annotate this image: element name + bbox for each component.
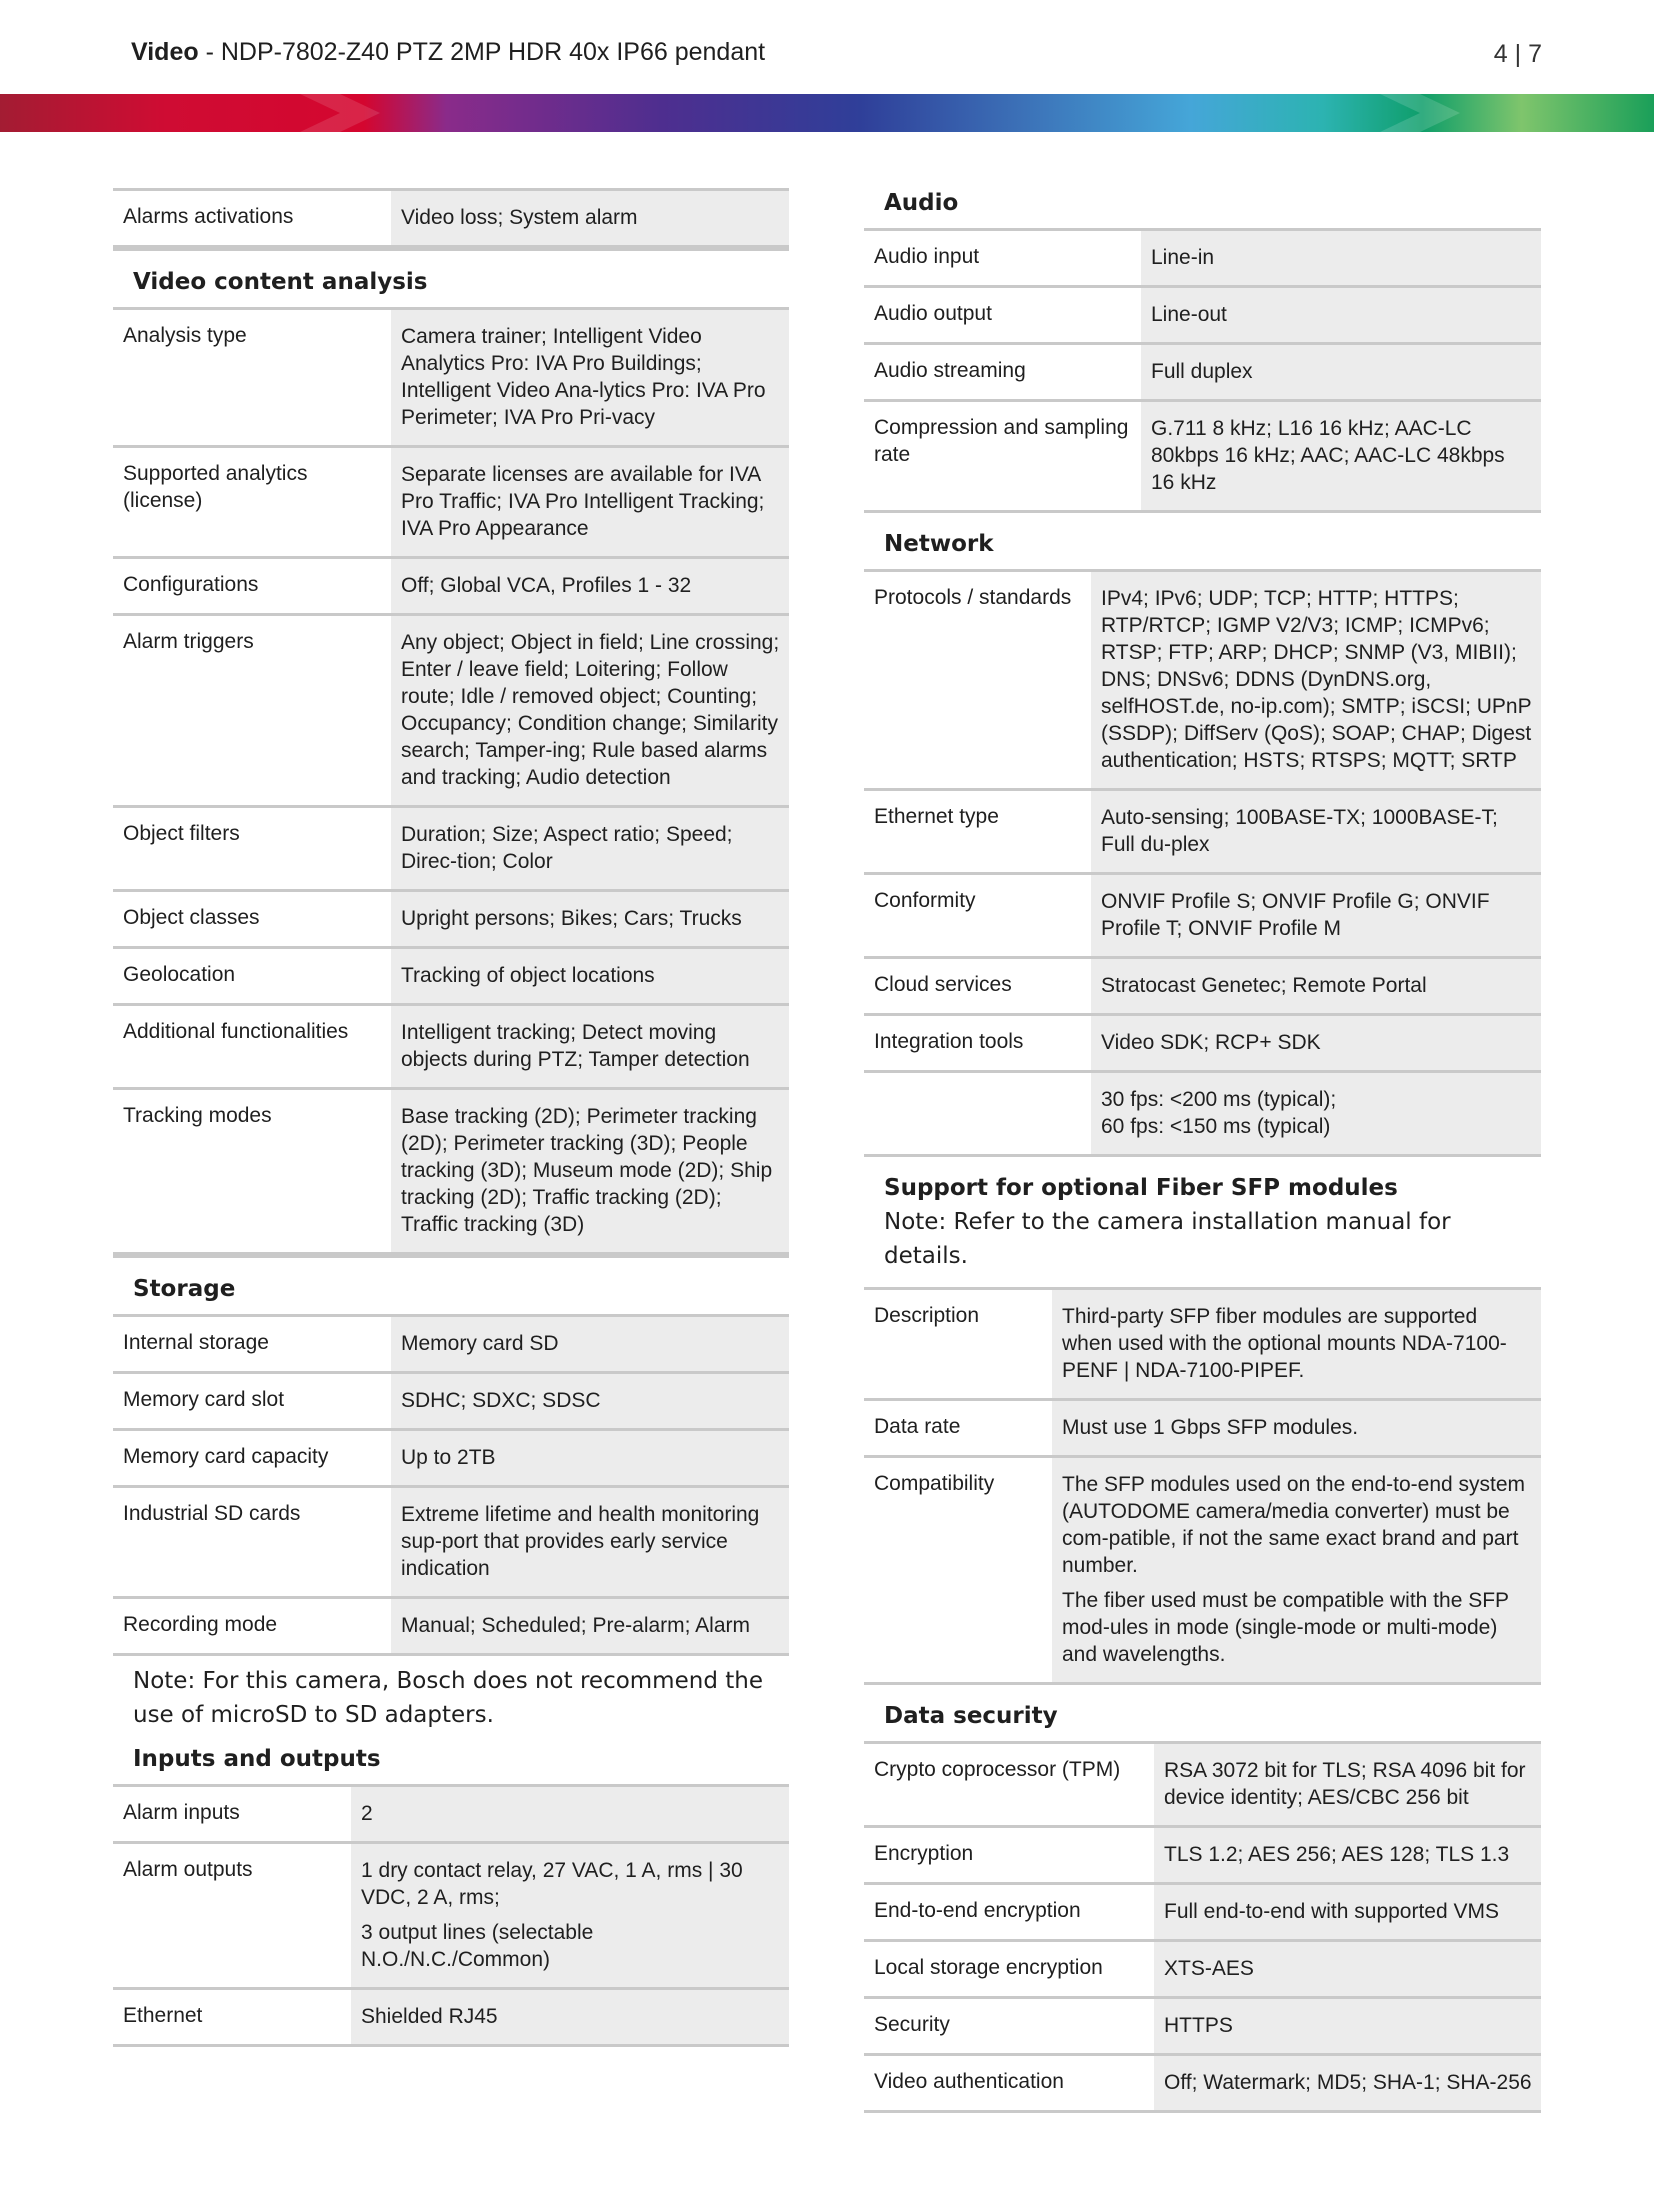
table-row (864, 1882, 1541, 1939)
security-table (864, 1741, 1541, 2113)
row-label: Recording mode (123, 1613, 278, 1636)
table-row (113, 1371, 789, 1428)
row-value: Video SDK; RCP+ SDK (1091, 1016, 1541, 1070)
row-value: SDHC; SDXC; SDSC (391, 1374, 789, 1428)
left-column (113, 188, 789, 2047)
table-row (113, 1314, 789, 1371)
vca-table (113, 307, 789, 1255)
row-label: Integration tools (874, 1030, 1024, 1053)
row-label: Description (874, 1304, 980, 1327)
row-value (351, 1844, 789, 1987)
row-value: Up to 2TB (391, 1431, 789, 1485)
row-value: RSA 3072 bit for TLS; RSA 4096 bit for device identity; AES/CBC 256 bit (1154, 1744, 1541, 1825)
page-number: 4 | 7 (1493, 40, 1542, 68)
row-value: 2 (351, 1787, 789, 1841)
table-row (864, 956, 1541, 1013)
value-line: 1 dry contact relay, 27 VAC, 1 A, rms | 30 VDC, 2 A, rms; (361, 1859, 743, 1909)
row-value: XTS-AES (1154, 1942, 1541, 1996)
table-row (864, 1741, 1541, 1825)
table-row (113, 889, 789, 946)
row-label: Audio input (874, 245, 980, 268)
row-value: Base tracking (2D); Perimeter tracking (2D); Perimeter tracking (3D); People tracking (3D); Museum mode (2D); Ship tracking (2D); Traffic tracking (2D); Traffic tracking (3D) (391, 1090, 789, 1252)
row-value: Any object; Object in field; Line crossing; Enter / leave field; Loitering; Follow route; Idle / removed object; Counting; Occupancy; Condition change; Similarity search; Tamper-ing; Rule based alarms and tracking; Audio detection (391, 616, 789, 805)
value-line: 3 output lines (selectable N.O./N.C./Common) (361, 1921, 594, 1971)
row-label: Industrial SD cards (123, 1502, 301, 1525)
row-label: Analysis type (123, 324, 247, 347)
audio-table (864, 228, 1541, 513)
row-value: Off; Global VCA, Profiles 1 - 32 (391, 559, 789, 613)
section-title-storage: Storage (113, 1255, 789, 1314)
table-row (113, 1485, 789, 1596)
table-row (113, 1087, 789, 1255)
row-value: Shielded RJ45 (351, 1990, 789, 2044)
table-row (864, 1070, 1541, 1157)
row-value: Auto-sensing; 100BASE-TX; 1000BASE-T; Full du-plex (1091, 791, 1541, 872)
storage-note: Note: For this camera, Bosch does not recommend the use of microSD to SD adapters. (133, 1668, 763, 1728)
table-row (864, 569, 1541, 788)
row-value: ONVIF Profile S; ONVIF Profile G; ONVIF Profile T; ONVIF Profile M (1091, 875, 1541, 956)
row-label: Alarms activations (123, 205, 294, 228)
section-title-data-security: Data security (884, 1703, 1058, 1729)
row-value: Memory card SD (391, 1317, 789, 1371)
row-value: Stratocast Genetec; Remote Portal (1091, 959, 1541, 1013)
row-value: Separate licenses are available for IVA Pro Traffic; IVA Pro Intelligent Tracking; IVA Pro Appearance (391, 448, 789, 556)
row-label: Memory card capacity (123, 1445, 329, 1468)
table-row (113, 307, 789, 445)
row-value: Full duplex (1141, 345, 1541, 399)
row-label: Alarm outputs (123, 1858, 253, 1881)
row-label: Cloud services (874, 973, 1012, 996)
table-row (864, 1398, 1541, 1455)
row-value: Line-in (1141, 231, 1541, 285)
table-row (864, 1825, 1541, 1882)
row-value: Extreme lifetime and health monitoring sup-port that provides early service indication (391, 1488, 789, 1596)
section-title-network: Network (884, 531, 994, 557)
row-label: Conformity (874, 889, 976, 912)
row-value: Duration; Size; Aspect ratio; Speed; Direc-tion; Color (391, 808, 789, 889)
table-row (113, 188, 789, 248)
table-row (113, 445, 789, 556)
table-row (113, 556, 789, 613)
table-row (113, 1428, 789, 1485)
table-row (113, 946, 789, 1003)
row-value: G.711 8 kHz; L16 16 kHz; AAC-LC 80kbps 16 kHz; AAC; AAC-LC 48kbps 16 kHz (1141, 402, 1541, 510)
row-value: Must use 1 Gbps SFP modules. (1052, 1401, 1541, 1455)
row-label: End-to-end encryption (874, 1899, 1081, 1922)
row-label: Video authentication (874, 2070, 1064, 2093)
table-row (864, 342, 1541, 399)
row-label: Compression and sampling rate (874, 416, 1129, 466)
table-row (113, 613, 789, 805)
row-label: Object filters (123, 822, 240, 845)
row-value (1052, 1458, 1541, 1682)
row-label: Protocols / standards (874, 586, 1072, 609)
table-row (864, 788, 1541, 872)
table-row (864, 1455, 1541, 1685)
row-label: Local storage encryption (874, 1956, 1103, 1979)
section-title-inputs-outputs: Inputs and outputs (133, 1746, 381, 1772)
row-label: Alarm inputs (123, 1801, 240, 1824)
row-value: Third-party SFP fiber modules are supported when used with the optional mounts NDA-7100-PENF | NDA-7100-PIPEF. (1052, 1290, 1541, 1398)
table-row (864, 1939, 1541, 1996)
storage-table (113, 1314, 789, 1656)
row-label: Memory card slot (123, 1388, 285, 1411)
table-row (864, 228, 1541, 285)
section-title-sfp: Support for optional Fiber SFP modules (884, 1175, 1398, 1201)
table-row (113, 1987, 789, 2047)
row-label: Audio streaming (874, 359, 1026, 382)
row-label (864, 1073, 1091, 1154)
section-title-video-content-analysis: Video content analysis (113, 248, 789, 307)
row-label: Supported analytics (license) (123, 462, 308, 512)
row-value: TLS 1.2; AES 256; AES 128; TLS 1.3 (1154, 1828, 1541, 1882)
row-label: Crypto coprocessor (TPM) (874, 1758, 1121, 1781)
row-value: Full end-to-end with supported VMS (1154, 1885, 1541, 1939)
row-label: Data rate (874, 1415, 961, 1438)
alarms-table (113, 188, 789, 248)
value-line: The fiber used must be compatible with the SFP mod-ules in mode (single-mode or multi-mode) and wavelengths. (1062, 1589, 1509, 1666)
table-row (864, 1996, 1541, 2053)
row-value: Manual; Scheduled; Pre-alarm; Alarm (391, 1599, 789, 1653)
table-row (113, 1841, 789, 1987)
value-line: 30 fps: <200 ms (typical); (1101, 1088, 1337, 1111)
row-label: Ethernet type (874, 805, 999, 828)
row-label: Audio output (874, 302, 992, 325)
header-title: - NDP-7802-Z40 PTZ 2MP HDR 40x IP66 pendant (198, 38, 766, 66)
table-row (864, 399, 1541, 513)
row-value: Off; Watermark; MD5; SHA-1; SHA-256 (1154, 2056, 1541, 2110)
header-category: Video (131, 38, 199, 66)
table-row (864, 1013, 1541, 1070)
row-value: Line-out (1141, 288, 1541, 342)
row-label: Object classes (123, 906, 260, 929)
table-row (864, 1287, 1541, 1398)
section-title-audio: Audio (884, 190, 959, 216)
table-row (864, 872, 1541, 956)
row-label: Configurations (123, 573, 259, 596)
sfp-subtitle: Note: Refer to the camera installation manual for details. (884, 1209, 1451, 1269)
network-table (864, 569, 1541, 1157)
row-label: Security (874, 2013, 950, 2036)
row-value: IPv4; IPv6; UDP; TCP; HTTP; HTTPS; RTP/RTCP; IGMP V2/V3; ICMP; ICMPv6; RTSP; FTP; ARP; DHCP; SNMP (V3, MIBII); DNS; DNSv6; DDNS (DynDNS.org, selfHOST.de, no-ip.com); SMTP; iSCSI; UPnP (SSDP); DiffServ (QoS); SOAP; CHAP; Digest authentication; HSTS; RTSPS; MQTT; SRTP (1091, 572, 1541, 788)
row-label: Alarm triggers (123, 630, 254, 653)
row-value: Camera trainer; Intelligent Video Analytics Pro: IVA Pro Buildings; Intelligent Video Ana-lytics Pro: IVA Pro Perimeter; IVA Pro Pri-vacy (391, 310, 789, 445)
row-label: Ethernet (123, 2004, 203, 2027)
table-row (113, 1596, 789, 1656)
row-label: Geolocation (123, 963, 236, 986)
table-row (864, 2053, 1541, 2113)
row-label: Additional functionalities (123, 1020, 349, 1043)
row-label: Tracking modes (123, 1104, 272, 1127)
sfp-table (864, 1287, 1541, 1685)
value-line: The SFP modules used on the end-to-end system (AUTODOME camera/media converter) must be com-patible, if not the same exact brand and part number. (1062, 1473, 1526, 1577)
brand-color-band (0, 94, 1654, 132)
table-row (113, 805, 789, 889)
io-table (113, 1784, 789, 2047)
table-row (113, 1003, 789, 1087)
row-value: Video loss; System alarm (391, 191, 789, 245)
value-line: 60 fps: <150 ms (typical) (1101, 1115, 1331, 1138)
document-header (131, 38, 765, 67)
row-value: Tracking of object locations (391, 949, 789, 1003)
row-value: Upright persons; Bikes; Cars; Trucks (391, 892, 789, 946)
row-value: Intelligent tracking; Detect moving objects during PTZ; Tamper detection (391, 1006, 789, 1087)
row-label: Encryption (874, 1842, 974, 1865)
row-label: Internal storage (123, 1331, 269, 1354)
right-column (864, 190, 1541, 2113)
table-row (864, 285, 1541, 342)
row-value: HTTPS (1154, 1999, 1541, 2053)
row-label: Compatibility (874, 1472, 995, 1495)
table-row (113, 1784, 789, 1841)
row-value (1091, 1073, 1541, 1154)
